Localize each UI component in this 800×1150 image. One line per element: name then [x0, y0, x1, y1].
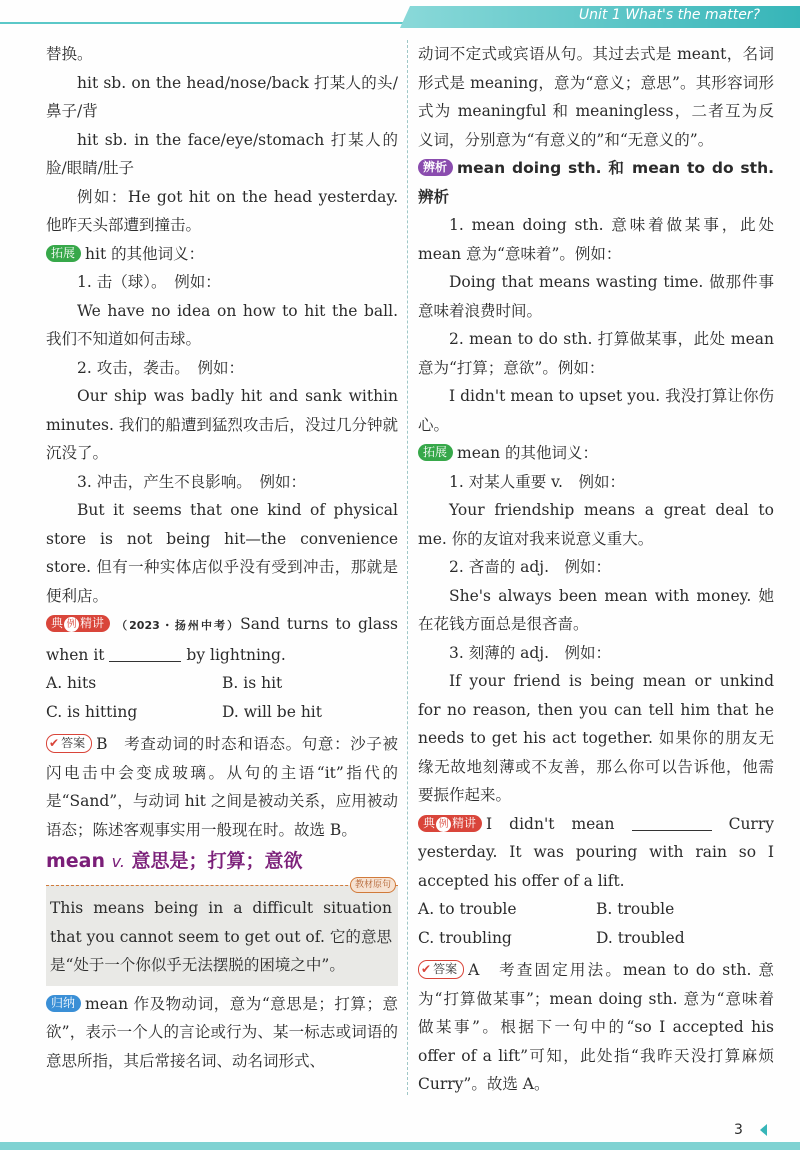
option: B. is hit	[222, 674, 283, 692]
text-line: 替换。	[46, 45, 93, 63]
box-text: This means being in a difficult situation that you cannot seem to get out of. 它的意思是“处于一个你似乎无法摆脱的困境之中”。	[50, 899, 392, 974]
textbook-sentence-box	[46, 880, 398, 986]
analysis-item: 1. mean doing sth. 意味着做某事，此处 mean 意为“意味着”。例如：	[418, 216, 774, 263]
analysis-tag: 辨析	[418, 159, 453, 176]
exam-question: 典 例 精讲 I didn't mean Curry yesterday. It was pouring with rain so I accepted his offer of a lift.	[418, 814, 774, 890]
option: A. hits	[46, 674, 97, 692]
headword-mean: mean v. 意思是；打算；意欲	[46, 850, 303, 872]
example-line: 例如：He got hit on the head yesterday. 他昨天头部遭到撞击。	[46, 187, 398, 234]
sense-item: 3. 刻薄的 adj. 例如：	[449, 643, 612, 662]
option: C. is hitting	[46, 702, 138, 721]
option: C. troubling	[418, 928, 512, 947]
text-line: hit sb. on the head/nose/back 打某人的头/鼻子/背	[46, 73, 398, 120]
sense-item: 3. 冲击，产生不良影响。 例如：	[77, 472, 306, 491]
example-tag: 典 例 精讲	[418, 815, 482, 832]
option: B. trouble	[596, 900, 675, 918]
check-icon: ✔	[49, 736, 60, 750]
sense-example: But it seems that one kind of physical store is not being hit—the convenience store. 但有一种实体店似乎没有受到冲击，那就是便利店。	[46, 501, 398, 605]
check-icon: ✔	[421, 962, 432, 976]
summary-section: 归纳 mean 作及物动词，意为“意思是；打算；意欲”，表示一个人的言论或行为、某一标志或词语的意思所指，其后常接名词、动名词形式、	[46, 994, 398, 1070]
box-label: 教材原句	[350, 877, 396, 893]
exam-question: 典 例 精讲 （2023・扬州中考）Sand turns to glass when it by lightning.	[46, 615, 398, 664]
text-line: hit sb. in the face/eye/stomach 打某人的脸/眼睛/肚子	[46, 130, 398, 177]
answer-explanation: ✔ 答案 A 考查固定用法。mean to do sth. 意为“打算做某事”；mean doing sth. 意为“意味着做某事”。根据下一句中的“so I accepted his offer of a lift”可知，此处指“我昨天没打算麻烦 Curry”。故选 A。	[418, 961, 774, 1093]
option: D. troubled	[596, 928, 685, 947]
analysis-example: Doing that means wasting time. 做那件事意味着浪费时间。	[418, 273, 774, 320]
answer-blank	[632, 830, 712, 831]
left-column	[46, 40, 398, 1075]
sense-item: 1. 对某人重要 v. 例如：	[449, 472, 625, 491]
sense-example: If your friend is being mean or unkind for no reason, then you can tell him that he needs to get his act together. 如果你的朋友无缘无故地刻薄或不友善，那么你可以告诉他，他需要振作起来。	[418, 672, 774, 804]
expand-tag: 拓展	[46, 245, 81, 262]
expand-tag: 拓展	[418, 444, 453, 461]
option: A. to trouble	[418, 900, 517, 918]
page-number: 3	[734, 1122, 743, 1138]
sense-item: 2. 攻击，袭击。 例如：	[77, 358, 244, 377]
text-line: 动词不定式或宾语从句。其过去式是 meant，名词形式是 meaning，意为“意义；意思”。其形容词形式为 meaningful 和 meaningless，二者互为反义词，分别意为“有意义的”和“无意义的”。	[418, 45, 774, 149]
expand-section: 拓展 mean 的其他词义：	[418, 439, 774, 468]
exam-source: （2023・扬州中考）	[114, 619, 241, 632]
answer-explanation: ✔ 答案 B 考查动词的时态和语态。句意：沙子被闪电击中会变成玻璃。从句的主语“it”指代的是“Sand”，与动词 hit 之间是被动关系，应用被动语态；陈述客观事实用一般现在时。故选 B。	[46, 735, 398, 839]
answer-options	[418, 895, 774, 952]
column-divider	[407, 40, 408, 1095]
answer-blank	[109, 661, 181, 662]
footer-band	[0, 1142, 800, 1150]
page-header	[0, 0, 800, 30]
answer-tag: ✔ 答案	[418, 960, 464, 979]
header-rule	[0, 22, 420, 24]
analysis-item: 2. mean to do sth. 打算做某事，此处 mean 意为“打算；意欲”。例如：	[418, 330, 774, 377]
analysis-example: I didn't mean to upset you. 我没打算让你伤心。	[418, 387, 774, 434]
sense-item: 1. 击（球）。 例如：	[77, 273, 221, 291]
sense-example: Our ship was badly hit and sank within minutes. 我们的船遭到猛烈攻击后，没过几分钟就沉没了。	[46, 387, 398, 462]
answer-tag: ✔ 答案	[46, 734, 92, 753]
sense-example: Your friendship means a great deal to me. 你的友谊对我来说意义重大。	[418, 501, 774, 548]
sense-example: We have no idea on how to hit the ball. 我们不知道如何击球。	[46, 301, 398, 348]
answer-options	[46, 669, 398, 726]
analysis-heading: 辨析 mean doing sth. 和 mean to do sth. 辨析	[418, 159, 774, 206]
expand-section: 拓展 hit 的其他词义：	[46, 240, 398, 269]
example-tag: 典 例 精讲	[46, 615, 110, 632]
right-column	[418, 40, 774, 1099]
summary-tag: 归纳	[46, 995, 81, 1012]
option: D. will be hit	[222, 702, 322, 721]
page-arrow-icon	[760, 1124, 767, 1136]
sense-item: 2. 吝啬的 adj. 例如：	[449, 558, 612, 576]
unit-title: Unit 1 What's the matter?	[578, 7, 760, 23]
sense-example: She's always been mean with money. 她在花钱方面总是很吝啬。	[418, 586, 774, 633]
